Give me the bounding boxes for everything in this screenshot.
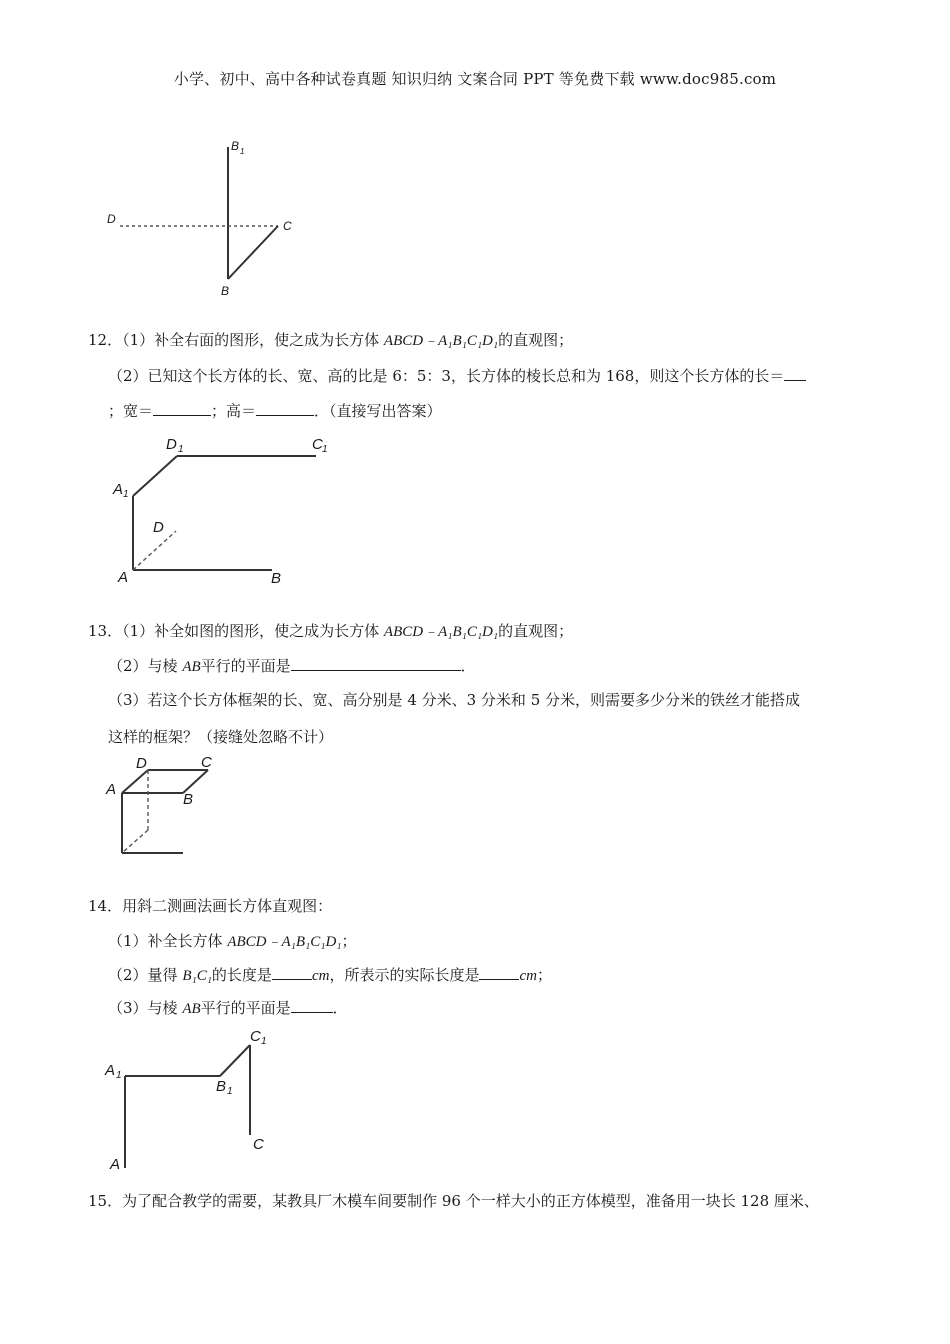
q13-edge-ab: AB [182,659,201,675]
q15-number: 15． [88,1192,123,1210]
q13-line4: 这样的框架？（接缝处忽略不计） [108,728,334,746]
q14-part2-text: （2）量得 [108,966,183,984]
label-a1: A [105,1062,116,1079]
label-d: D [107,212,116,226]
label-b1-sub: 1 [227,1086,233,1097]
q12-part1-solid: ABCD﹣A₁B₁C₁D₁ [383,333,499,349]
edge-b1c1 [220,1045,250,1076]
q12-part1-text: （1）补全右面的图形，使之成为长方体 [122,331,384,349]
q14-part3-mid: 平行的平面是 [200,999,291,1017]
label-b: B [183,791,194,808]
label-c1-sub: 1 [261,1036,267,1047]
label-a: A [110,1156,121,1173]
q14-part1-text: （1）补全长方体 [108,932,228,950]
label-d: D [136,755,147,772]
q12-part2-end: ．（直接写出答案） [314,402,442,420]
label-b1: B [231,139,240,153]
label-d: D [153,519,164,536]
q15-line1 [88,1191,819,1211]
label-c1-sub: 1 [322,444,328,455]
q14-part3-text: （3）与棱 [108,999,183,1017]
q14-unit-1: cm [311,968,330,984]
q13-part1-text: （1）补全如图的图形，使之成为长方体 [122,622,384,640]
label-c1: C [250,1028,261,1045]
q14-part1-end: ； [341,932,357,950]
q14-part3-end: ． [332,999,348,1017]
label-d1-sub: 1 [178,444,184,455]
label-a1: A [113,481,124,498]
label-b: B [271,570,282,587]
page-header: 小学、初中、高中各种试卷真题 知识归纳 文案合同 PPT 等免费下载 www.doc985.com [173,70,777,88]
label-a: A [106,781,117,798]
label-b: B [221,284,230,298]
q13-part2-text: （2）与棱 [108,657,183,675]
q15-text: 为了配合教学的需要，某教具厂木模车间要制作 96 个一样大小的正方体模型，准备用一块长 128 厘米、 [122,1192,819,1210]
q14-number: 14． [88,897,123,915]
label-a1-sub: 1 [116,1070,122,1081]
label-c: C [283,219,292,233]
label-c: C [201,754,212,771]
q13-line3: （3）若这个长方体框架的长、宽、高分别是 4 分米、3 分米和 5 分米，则需要多少分米的铁丝才能搭成 [108,691,801,709]
q14-edge-ab: AB [182,1001,201,1017]
q13-part2-end: ． [460,657,476,675]
q14-edge-b1c1: B₁C₁ [182,968,212,984]
label-b1: B [216,1078,227,1095]
label-d1: D [166,436,177,453]
label-c: C [253,1136,264,1153]
q12-width-label: ；宽＝ [108,402,154,420]
q13-number: 13． [88,622,123,640]
q14-part2-mid: 的长度是 [211,966,272,984]
q13-part2-mid: 平行的平面是 [200,657,291,675]
q14-unit-2: cm [519,968,537,984]
label-c1: C [312,436,323,453]
q12-part1-end: 的直观图； [498,331,574,349]
label-a: A [118,569,129,586]
label-a1-sub: 1 [123,489,129,500]
label-b1-sub: 1 [240,147,245,156]
q14-part1-solid: ABCD﹣A₁B₁C₁D₁ [227,934,342,950]
q12-part2-text: （2）已知这个长方体的长、宽、高的比是 6：5：3，长方体的棱长总和为 168，则这个长方体的长＝ [108,367,785,385]
q13-part1-end: 的直观图； [498,622,574,640]
q13-part1-solid: ABCD﹣A₁B₁C₁D₁ [383,624,499,640]
q14-part2-end: ； [536,966,552,984]
q14-part2-mid2: ，所表示的实际长度是 [329,966,480,984]
q12-height-label: ；高＝ [211,402,257,420]
q12-number: 12． [88,331,123,349]
q14-title: 用斜二测画法画长方体直观图： [122,897,333,915]
